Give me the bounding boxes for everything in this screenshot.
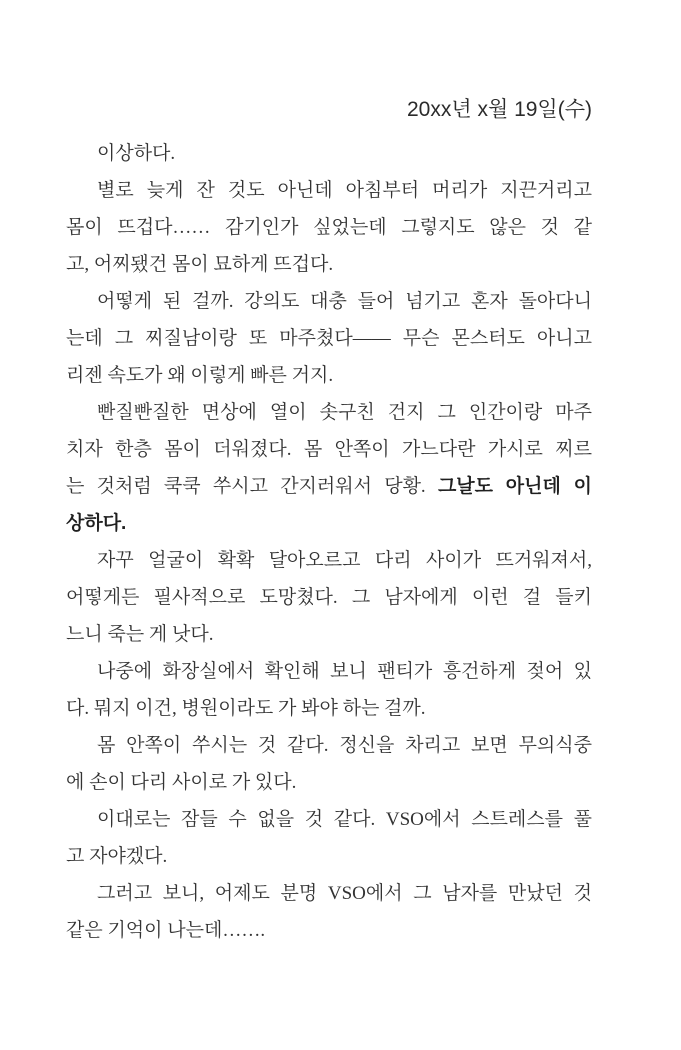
- emphasized-text: 상하다.: [66, 513, 127, 534]
- text-segment: 느니 죽는 게 낫다.: [66, 624, 214, 645]
- text-line: [66, 727, 592, 764]
- text-segment: 고 자야겠다.: [66, 846, 168, 867]
- text-segment: 나중에 화장실에서 확인해 보니 팬티가 흥건하게 젖어 있: [97, 661, 592, 682]
- emphasized-text: 그날도 아닌데 이: [437, 476, 592, 497]
- text-segment: 별로 늦게 잔 것도 아닌데 아침부터 머리가 지끈거리고: [97, 180, 592, 201]
- text-segment: 다. 뭐지 이건, 병원이라도 가 봐야 하는 걸까.: [66, 698, 426, 719]
- diary-date: 20xx년 x월 19일(수): [406, 98, 592, 121]
- text-line: [66, 505, 592, 542]
- text-line: [66, 172, 592, 209]
- text-line: [66, 209, 592, 246]
- text-line: [66, 690, 592, 727]
- text-line: [66, 246, 592, 283]
- text-line: [66, 875, 592, 912]
- text-segment: 몸 안쪽이 쑤시는 것 같다. 정신을 차리고 보면 무의식중: [97, 735, 592, 756]
- text-segment: 빤질빤질한 면상에 열이 솟구친 건지 그 인간이랑 마주: [97, 402, 592, 423]
- text-line: [66, 283, 592, 320]
- text-segment: 리젠 속도가 왜 이렇게 빠른 거지.: [66, 365, 334, 386]
- text-segment: 어떻게 된 걸까. 강의도 대충 들어 넘기고 혼자 돌아다니: [97, 291, 592, 312]
- text-segment: 같은 기억이 나는데…….: [66, 920, 266, 941]
- text-segment: 치자 한층 몸이 더워졌다. 몸 안쪽이 가느다란 가시로 찌르: [66, 439, 592, 460]
- text-segment: 어떻게든 필사적으로 도망쳤다. 그 남자에게 이런 걸 들키: [66, 587, 592, 608]
- diary-text-block: [66, 135, 592, 949]
- text-line: [66, 320, 592, 357]
- text-segment: 고, 어찌됐건 몸이 묘하게 뜨겁다.: [66, 254, 334, 275]
- text-segment: 이상하다.: [97, 143, 176, 164]
- text-line: [66, 468, 592, 505]
- text-segment: 에 손이 다리 사이로 가 있다.: [66, 772, 297, 793]
- text-line: [66, 135, 592, 172]
- text-line: [66, 542, 592, 579]
- text-line: [66, 838, 592, 875]
- text-line: [66, 357, 592, 394]
- text-segment: 는 것처럼 쿡쿡 쑤시고 간지러워서 당황.: [66, 476, 438, 497]
- text-line: [66, 579, 592, 616]
- text-segment: 자꾸 얼굴이 확확 달아오르고 다리 사이가 뜨거워져서,: [97, 550, 592, 571]
- text-line: [66, 653, 592, 690]
- text-segment: 는데 그 찌질남이랑 또 마주쳤다—— 무슨 몬스터도 아니고: [66, 328, 592, 349]
- text-line: [66, 431, 592, 468]
- text-line: [66, 764, 592, 801]
- text-line: [66, 912, 592, 949]
- text-line: [66, 801, 592, 838]
- text-segment: 그러고 보니, 어제도 분명 VSO에서 그 남자를 만났던 것: [97, 883, 592, 904]
- text-line: [66, 394, 592, 431]
- text-line: [66, 616, 592, 653]
- text-segment: 이대로는 잠들 수 없을 것 같다. VSO에서 스트레스를 풀: [97, 809, 592, 830]
- text-segment: 몸이 뜨겁다…… 감기인가 싶었는데 그렇지도 않은 것 같: [66, 217, 592, 238]
